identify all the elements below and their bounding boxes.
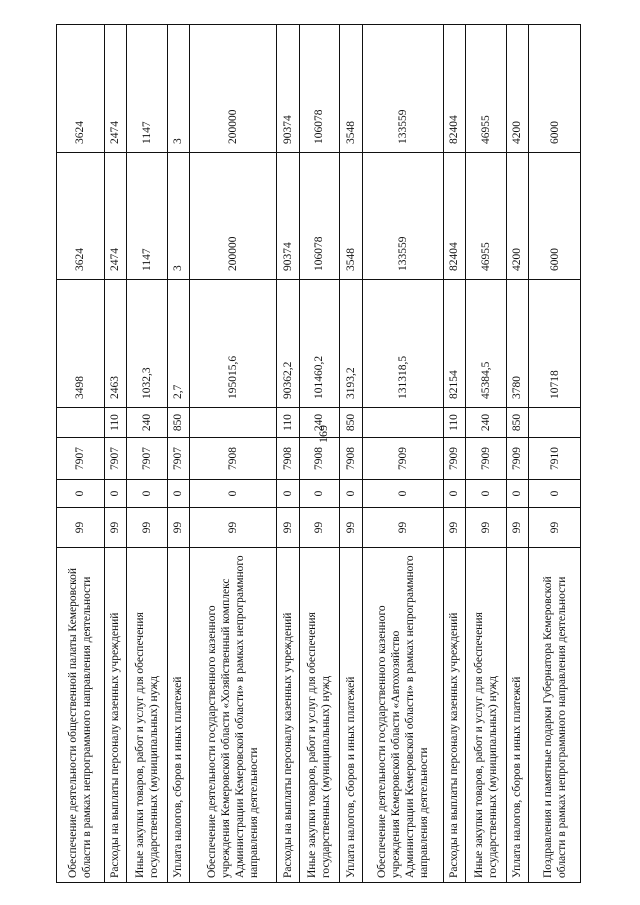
table-row (466, 25, 507, 883)
row-name-cell: Расходы на выплаты персоналу казенных учреждений (104, 548, 126, 883)
amount-cell: 46955 (466, 25, 507, 153)
amount-cell: 4200 (506, 153, 528, 280)
budget-table (56, 24, 581, 883)
expense-type-cell: 240 (299, 408, 340, 438)
amount-cell: 46955 (466, 153, 507, 280)
program-code-cell: 99 (57, 508, 105, 548)
program-code-cell: 99 (104, 508, 126, 548)
subprogram-code-cell: 0 (362, 480, 443, 508)
page-number: 169 (316, 425, 330, 443)
amount-cell: 3624 (57, 25, 105, 153)
direction-code-cell: 7909 (466, 438, 507, 480)
expense-type-cell (57, 408, 105, 438)
table-row (362, 25, 443, 883)
amount-cell: 6000 (529, 153, 581, 280)
subprogram-code-cell: 0 (127, 480, 168, 508)
subprogram-code-cell: 0 (104, 480, 126, 508)
amount-cell: 195015,6 (189, 280, 276, 408)
subprogram-code-cell: 0 (506, 480, 528, 508)
program-code-cell: 99 (529, 508, 581, 548)
row-name-cell: Уплата налогов, сборов и иных платежей (340, 548, 362, 883)
amount-cell: 106078 (299, 153, 340, 280)
direction-code-cell: 7910 (529, 438, 581, 480)
amount-cell: 90374 (277, 25, 299, 153)
row-name-cell: Обеспечение деятельности государственного казенного учреждения Кемеровской области «Автохозяйство Администрации Кемеровской области» в рамках непрограммного направления деятельности (362, 548, 443, 883)
direction-code-cell: 7909 (362, 438, 443, 480)
direction-code-cell: 7907 (127, 438, 168, 480)
direction-code-cell: 7908 (299, 438, 340, 480)
amount-cell: 2474 (104, 153, 126, 280)
subprogram-code-cell: 0 (189, 480, 276, 508)
program-code-cell: 99 (277, 508, 299, 548)
subprogram-code-cell: 0 (340, 480, 362, 508)
table-row (167, 25, 189, 883)
amount-cell: 4200 (506, 25, 528, 153)
expense-type-cell: 850 (506, 408, 528, 438)
expense-type-cell: 850 (340, 408, 362, 438)
table-row (340, 25, 362, 883)
amount-cell: 133559 (362, 25, 443, 153)
expense-type-cell: 850 (167, 408, 189, 438)
amount-cell: 3498 (57, 280, 105, 408)
amount-cell: 82404 (443, 153, 465, 280)
amount-cell: 10718 (529, 280, 581, 408)
table-row (443, 25, 465, 883)
amount-cell: 90374 (277, 153, 299, 280)
amount-cell: 3193,2 (340, 280, 362, 408)
subprogram-code-cell: 0 (277, 480, 299, 508)
expense-type-cell: 240 (127, 408, 168, 438)
row-name-cell: Расходы на выплаты персоналу казенных учреждений (277, 548, 299, 883)
amount-cell: 3548 (340, 153, 362, 280)
program-code-cell: 99 (127, 508, 168, 548)
subprogram-code-cell: 0 (443, 480, 465, 508)
program-code-cell: 99 (466, 508, 507, 548)
table-row (277, 25, 299, 883)
row-name-cell: Уплата налогов, сборов и иных платежей (167, 548, 189, 883)
expense-type-cell: 110 (443, 408, 465, 438)
amount-cell: 82154 (443, 280, 465, 408)
subprogram-code-cell: 0 (167, 480, 189, 508)
table-row (104, 25, 126, 883)
program-code-cell: 99 (299, 508, 340, 548)
amount-cell: 3 (167, 153, 189, 280)
amount-cell: 3780 (506, 280, 528, 408)
direction-code-cell: 7908 (277, 438, 299, 480)
amount-cell: 1147 (127, 25, 168, 153)
amount-cell: 106078 (299, 25, 340, 153)
subprogram-code-cell: 0 (529, 480, 581, 508)
direction-code-cell: 7907 (57, 438, 105, 480)
row-name-cell: Обеспечение деятельности общественной палаты Кемеровской области в рамках непрограммного направления деятельности (57, 548, 105, 883)
direction-code-cell: 7907 (167, 438, 189, 480)
table-row (299, 25, 340, 883)
direction-code-cell: 7909 (506, 438, 528, 480)
row-name-cell: Уплата налогов, сборов и иных платежей (506, 548, 528, 883)
subprogram-code-cell: 0 (466, 480, 507, 508)
direction-code-cell: 7909 (443, 438, 465, 480)
program-code-cell: 99 (506, 508, 528, 548)
amount-cell: 3 (167, 25, 189, 153)
expense-type-cell (529, 408, 581, 438)
subprogram-code-cell: 0 (57, 480, 105, 508)
amount-cell: 3548 (340, 25, 362, 153)
amount-cell: 131318,5 (362, 280, 443, 408)
expense-type-cell (189, 408, 276, 438)
rotated-table-container (56, 25, 581, 883)
row-name-cell: Иные закупки товаров, работ и услуг для обеспечения государственных (муниципальных) нужд (466, 548, 507, 883)
amount-cell: 82404 (443, 25, 465, 153)
expense-type-cell: 240 (466, 408, 507, 438)
expense-type-cell (362, 408, 443, 438)
row-name-cell: Иные закупки товаров, работ и услуг для обеспечения государственных (муниципальных) нужд (299, 548, 340, 883)
table-row (529, 25, 581, 883)
program-code-cell: 99 (443, 508, 465, 548)
amount-cell: 1147 (127, 153, 168, 280)
row-name-cell: Иные закупки товаров, работ и услуг для обеспечения государственных (муниципальных) нужд (127, 548, 168, 883)
table-row (506, 25, 528, 883)
amount-cell: 101460,2 (299, 280, 340, 408)
direction-code-cell: 7907 (104, 438, 126, 480)
row-name-cell: Поздравления и памятные подарки Губернатора Кемеровской области в рамках непрограммного направления деятельности (529, 548, 581, 883)
direction-code-cell: 7908 (189, 438, 276, 480)
amount-cell: 1032,3 (127, 280, 168, 408)
amount-cell: 6000 (529, 25, 581, 153)
table-body (57, 25, 581, 883)
amount-cell: 90362,2 (277, 280, 299, 408)
amount-cell: 200000 (189, 153, 276, 280)
expense-type-cell: 110 (104, 408, 126, 438)
direction-code-cell: 7908 (340, 438, 362, 480)
amount-cell: 2474 (104, 25, 126, 153)
program-code-cell: 99 (340, 508, 362, 548)
row-name-cell: Обеспечение деятельности государственного казенного учреждения Кемеровской области «Хозяйственный комплекс Администрации Кемеровской области» в рамках непрограммного направления деятельности (189, 548, 276, 883)
table-row (127, 25, 168, 883)
amount-cell: 133559 (362, 153, 443, 280)
amount-cell: 2,7 (167, 280, 189, 408)
expense-type-cell: 110 (277, 408, 299, 438)
amount-cell: 45384,5 (466, 280, 507, 408)
subprogram-code-cell: 0 (299, 480, 340, 508)
amount-cell: 3624 (57, 153, 105, 280)
row-name-cell: Расходы на выплаты персоналу казенных учреждений (443, 548, 465, 883)
amount-cell: 200000 (189, 25, 276, 153)
table-row (57, 25, 105, 883)
table-row (189, 25, 276, 883)
program-code-cell: 99 (189, 508, 276, 548)
program-code-cell: 99 (167, 508, 189, 548)
program-code-cell: 99 (362, 508, 443, 548)
amount-cell: 2463 (104, 280, 126, 408)
